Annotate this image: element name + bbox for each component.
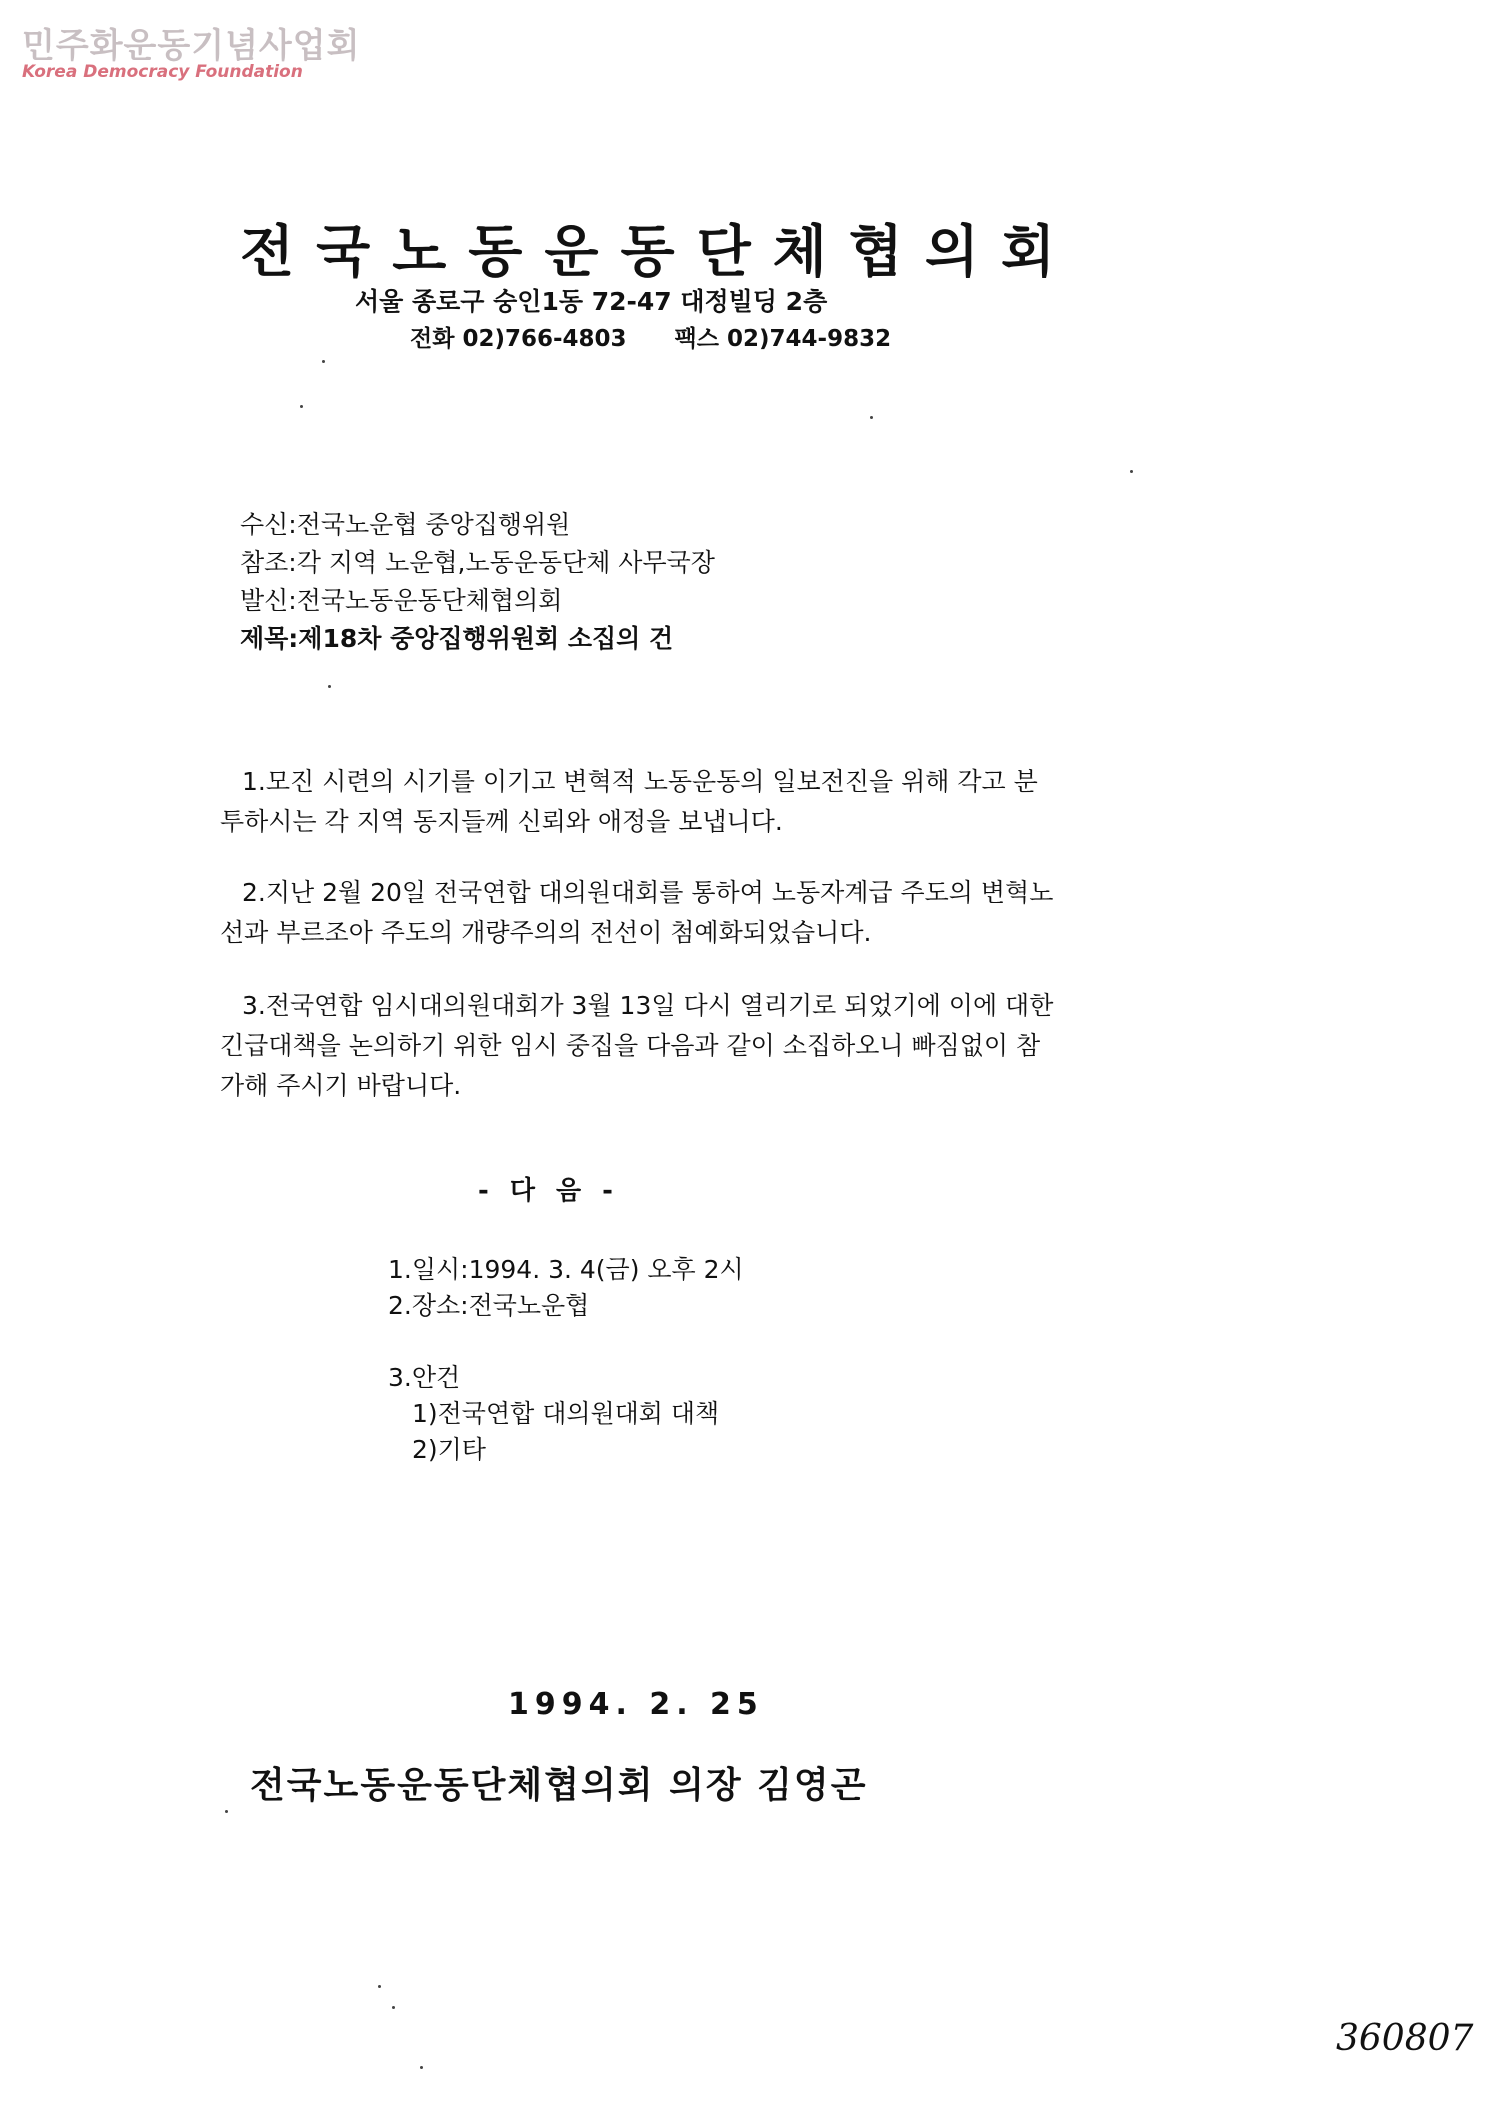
subject-line: 제목:제18차 중앙집행위원회 소집의 건 <box>240 624 674 653</box>
scan-speck <box>300 405 303 408</box>
phone-number: 전화 02)766-4803 <box>410 326 627 352</box>
paragraph-1-line-1: 1.모진 시련의 시기를 이기고 변혁적 노동운동의 일보전진을 위해 각고 분 <box>242 767 1038 796</box>
reference-line: 참조:각 지역 노운협,노동운동단체 사무국장 <box>240 548 715 577</box>
paragraph-3-line-2: 긴급대책을 논의하기 위한 임시 중집을 다음과 같이 소집하오니 빠짐없이 참 <box>220 1031 1041 1060</box>
signature-line: 전국노동운동단체협의회 의장 김영곤 <box>250 1765 868 1806</box>
document-date: 1994. 2. 25 <box>508 1687 764 1722</box>
scan-speck <box>420 2066 423 2069</box>
paragraph-1-line-2: 투하시는 각 지역 동지들께 신뢰와 애정을 보냅니다. <box>220 807 783 836</box>
details-heading: - 다 음 - <box>478 1176 619 1206</box>
contact-line <box>410 320 891 353</box>
paragraph-2 <box>220 873 1144 953</box>
organization-address: 서울 종로구 숭인1동 72-47 대정빌딩 2층 <box>355 287 828 316</box>
scan-speck <box>870 416 873 419</box>
organization-title: 전국노동운동단체협의회 <box>240 220 1078 285</box>
agenda-item-1: 1)전국연합 대의원대회 대책 <box>412 1399 720 1428</box>
paragraph-3-line-1: 3.전국연합 임시대의원대회가 3월 13일 다시 열리기로 되었기에 이에 대한 <box>242 991 1054 1020</box>
paragraph-3 <box>220 986 1144 1106</box>
watermark-korean: 민주화운동기념사업회 <box>22 26 361 66</box>
sender-line: 발신:전국노동운동단체협의회 <box>240 586 563 615</box>
meeting-place: 2.장소:전국노운협 <box>388 1291 590 1320</box>
paragraph-2-line-2: 선과 부르조아 주도의 개량주의의 전선이 첨예화되었습니다. <box>220 918 872 947</box>
scan-speck <box>378 1985 381 1988</box>
watermark-english: Korea Democracy Foundation <box>22 62 303 82</box>
agenda-title: 3.안건 <box>388 1363 461 1392</box>
recipient-line: 수신:전국노운협 중앙집행위원 <box>240 510 571 539</box>
scan-speck <box>225 1810 228 1813</box>
meeting-datetime: 1.일시:1994. 3. 4(금) 오후 2시 <box>388 1255 744 1284</box>
scan-speck <box>328 685 331 688</box>
paragraph-3-line-3: 가해 주시기 바랍니다. <box>220 1071 462 1100</box>
scan-speck <box>1130 470 1133 473</box>
scan-speck <box>392 2006 395 2009</box>
agenda-item-2: 2)기타 <box>412 1435 486 1464</box>
paragraph-2-line-1: 2.지난 2월 20일 전국연합 대의원대회를 통하여 노동자계급 주도의 변혁노 <box>242 878 1054 907</box>
scan-speck <box>322 360 325 363</box>
handwritten-archive-number: 360807 <box>1336 2018 1474 2059</box>
fax-number: 팩스 02)744-9832 <box>674 326 892 352</box>
paragraph-1 <box>220 762 1144 842</box>
